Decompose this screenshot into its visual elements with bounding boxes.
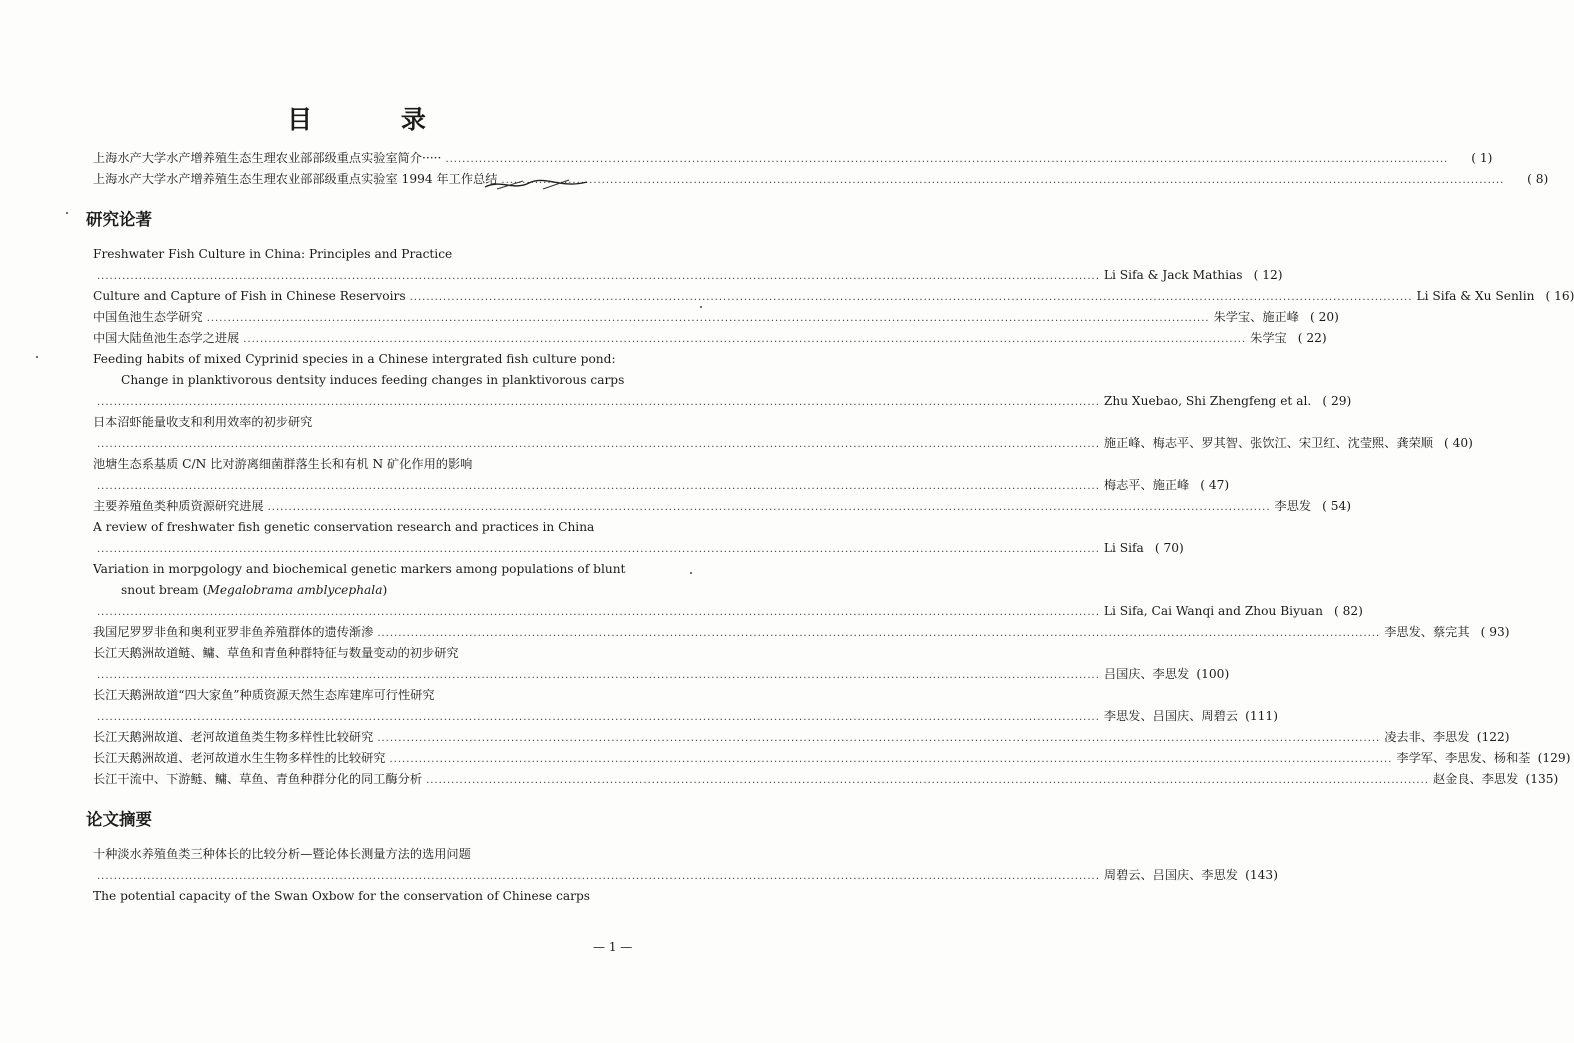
leader-dots bbox=[97, 866, 1100, 887]
entry-author: Zhu Xuebao, Shi Zhengfeng et al. bbox=[1103, 394, 1312, 408]
section-heading-research: 研究论著 bbox=[86, 210, 152, 229]
leader-dots bbox=[97, 266, 1100, 287]
entry-title: 中国大陆鱼池生态学之进展 bbox=[93, 331, 240, 345]
entry-author: Li Sifa & Jack Mathias bbox=[1103, 268, 1243, 282]
entry-title[interactable]: 长江天鹅洲故道鲢、鳙、草鱼和青鱼种群特征与数量变动的初步研究 bbox=[93, 646, 459, 660]
toc-entry[interactable] bbox=[93, 748, 1571, 769]
leader-dots bbox=[97, 476, 1100, 497]
page-number: ( 40) bbox=[1444, 436, 1473, 450]
page-folio: — 1 — bbox=[593, 940, 633, 954]
scan-speck bbox=[36, 356, 38, 358]
entry-author: 吕国庆、李思发 bbox=[1103, 667, 1190, 681]
entry-title[interactable]: 十种淡水养殖鱼类三种体长的比较分析—暨论体长测量方法的选用问题 bbox=[93, 847, 471, 861]
entry-title[interactable]: 池塘生态系基质 C/N 比对游离细菌群落生长和有机 N 矿化作用的影响 bbox=[93, 457, 473, 471]
leader-dots bbox=[97, 707, 1100, 728]
page-number: ( 8) bbox=[1527, 172, 1549, 186]
page-number: (111) bbox=[1245, 709, 1278, 723]
page-number: (143) bbox=[1245, 868, 1278, 882]
page-title: 目 录 bbox=[287, 105, 466, 134]
toc-entry-meta bbox=[93, 601, 1363, 622]
toc-entry[interactable] bbox=[93, 769, 1559, 790]
page-number: ( 12) bbox=[1253, 268, 1283, 282]
toc-entry-meta bbox=[93, 865, 1278, 886]
leader-dots bbox=[243, 329, 1246, 350]
entry-title[interactable]: 日本沼虾能量收支和利用效率的初步研究 bbox=[93, 415, 313, 429]
toc-entry-meta bbox=[93, 433, 1473, 454]
page-number: ( 16) bbox=[1545, 289, 1574, 303]
leader-dots bbox=[97, 434, 1100, 455]
scan-speck bbox=[700, 306, 702, 308]
toc-entry[interactable] bbox=[93, 148, 1493, 169]
page-number: ( 47) bbox=[1200, 478, 1230, 492]
page-number: (100) bbox=[1196, 667, 1230, 681]
toc-entry-meta bbox=[93, 664, 1230, 685]
page-number: ( 82) bbox=[1334, 604, 1363, 618]
scan-speck bbox=[66, 212, 68, 214]
entry-author: 朱学宝、施正峰 bbox=[1213, 310, 1299, 324]
leader-dots bbox=[501, 170, 1504, 191]
toc-entry-meta bbox=[93, 706, 1278, 727]
entry-title[interactable]: 长江天鹅洲故道“四大家鱼”种质资源天然生态库建库可行性研究 bbox=[93, 688, 435, 702]
entry-title: 中国鱼池生态学研究 bbox=[93, 310, 203, 324]
leader-dots bbox=[207, 308, 1210, 329]
leader-dots bbox=[445, 149, 1448, 170]
entry-title: Culture and Capture of Fish in Chinese Reservoirs bbox=[93, 289, 406, 303]
toc-entry[interactable] bbox=[93, 169, 1549, 190]
entry-author: Li Sifa & Xu Senlin bbox=[1416, 289, 1535, 303]
page-number: ( 70) bbox=[1154, 541, 1184, 555]
entry-author: 赵金良、李思发 bbox=[1432, 772, 1519, 786]
leader-dots bbox=[97, 539, 1100, 560]
page-number: (122) bbox=[1476, 730, 1510, 744]
entry-title: 长江天鹅洲故道、老河故道水生生物多样性的比较研究 bbox=[93, 751, 386, 765]
entry-author: 施正峰、梅志平、罗其智、张饮江、宋卫红、沈莹煕、龚荣顺 bbox=[1103, 436, 1433, 450]
leader-dots bbox=[268, 497, 1271, 518]
entry-author: 李思发、蔡完其 bbox=[1384, 625, 1470, 639]
scan-speck bbox=[690, 572, 692, 574]
entry-title[interactable]: Feeding habits of mixed Cyprinid species in a Chinese intergrated fish culture pond: bbox=[93, 352, 616, 366]
toc-entry[interactable] bbox=[93, 496, 1352, 517]
entry-author: 凌去非、李思发 bbox=[1384, 730, 1470, 744]
page-number: ( 29) bbox=[1322, 394, 1352, 408]
entry-author: 朱学宝 bbox=[1250, 331, 1287, 345]
page-number: (135) bbox=[1525, 772, 1559, 786]
entry-title-continued: Change in planktivorous dentsity induces feeding changes in planktivorous carps bbox=[121, 373, 625, 387]
leader-dots bbox=[377, 623, 1380, 644]
toc-entry-meta bbox=[93, 391, 1352, 412]
handwritten-scribble-mark bbox=[483, 177, 593, 193]
entry-title: 主要养殖鱼类种质资源研究进展 bbox=[93, 499, 264, 513]
page-number: ( 54) bbox=[1322, 499, 1352, 513]
species-name: Megalobrama amblycephala bbox=[207, 583, 383, 597]
toc-entry-meta bbox=[93, 475, 1230, 496]
page-number: (129) bbox=[1537, 751, 1571, 765]
leader-dots bbox=[97, 665, 1100, 686]
entry-title[interactable]: Variation in morpgology and biochemical genetic markers among populations of blunt bbox=[93, 562, 626, 576]
toc-entry-meta bbox=[93, 265, 1283, 286]
entry-author: 李思发 bbox=[1274, 499, 1312, 513]
toc-entry[interactable] bbox=[93, 727, 1510, 748]
toc-entry-meta bbox=[93, 538, 1184, 559]
entry-author: 梅志平、施正峰 bbox=[1103, 478, 1190, 492]
toc-entry[interactable] bbox=[93, 286, 1574, 307]
toc-entry[interactable] bbox=[93, 622, 1510, 643]
entry-author: Li Sifa, Cai Wanqi and Zhou Biyuan bbox=[1103, 604, 1323, 618]
entry-title: 长江干流中、下游鲢、鳙、草鱼、青鱼种群分化的同工酶分析 bbox=[93, 772, 423, 786]
entry-title[interactable]: The potential capacity of the Swan Oxbow for the conservation of Chinese carps bbox=[93, 889, 591, 903]
entry-title[interactable]: A review of freshwater fish genetic conservation research and practices in China bbox=[93, 520, 595, 534]
entry-author: 周碧云、吕国庆、李思发 bbox=[1103, 868, 1238, 882]
entry-title: 我国尼罗罗非鱼和奥利亚罗非鱼养殖群体的遗传渐渗 bbox=[93, 625, 374, 639]
entry-title[interactable]: Freshwater Fish Culture in China: Principles and Practice bbox=[93, 247, 453, 261]
toc-entry[interactable] bbox=[93, 328, 1327, 349]
page-number: ( 1) bbox=[1471, 151, 1493, 165]
page-number: ( 22) bbox=[1297, 331, 1327, 345]
leader-dots bbox=[410, 287, 1413, 308]
entry-title-continued: snout bream (Megalobrama amblycephala) bbox=[121, 583, 388, 597]
entry-author: 李学军、李思发、杨和荃 bbox=[1396, 751, 1531, 765]
leader-dots bbox=[97, 602, 1100, 623]
toc-entry[interactable] bbox=[93, 307, 1339, 328]
page-number: ( 93) bbox=[1480, 625, 1510, 639]
entry-title: 上海水产大学水产增养殖生态生理农业部部级重点实验室简介····· bbox=[93, 151, 442, 165]
entry-title: 上海水产大学水产增养殖生态生理农业部部级重点实验室 1994 年工作总结 bbox=[93, 172, 498, 186]
entry-title: 长江天鹅洲故道、老河故道鱼类生物多样性比较研究 bbox=[93, 730, 374, 744]
table-of-contents bbox=[86, 148, 1574, 907]
leader-dots bbox=[97, 392, 1100, 413]
entry-author: Li Sifa bbox=[1103, 541, 1144, 555]
section-heading-abstracts: 论文摘要 bbox=[86, 810, 152, 829]
leader-dots bbox=[390, 749, 1393, 770]
entry-author: 李思发、吕国庆、周碧云 bbox=[1103, 709, 1238, 723]
page-number: ( 20) bbox=[1309, 310, 1339, 324]
leader-dots bbox=[377, 728, 1380, 749]
leader-dots bbox=[426, 770, 1429, 791]
